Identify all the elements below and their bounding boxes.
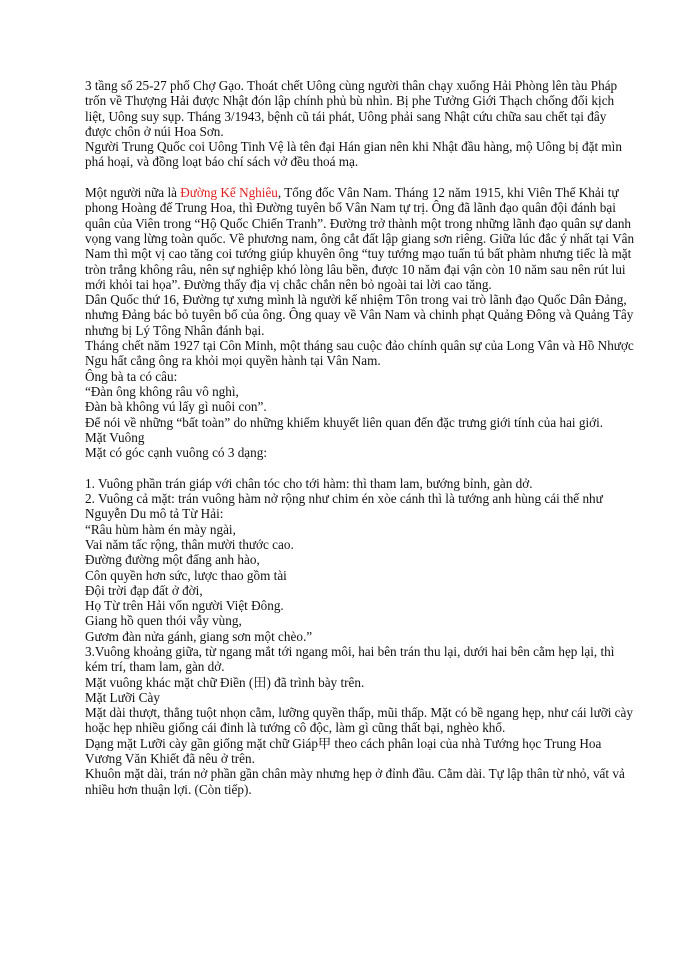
text-run: Một người nữa là xyxy=(85,185,181,201)
list-item: 3.Vuông khoảng giữa, từ ngang mắt tới ngang môi, hai bên trán thu lại, dưới hai bên cằm hẹp lại, thì kém trí, tham lam, gàn dở. xyxy=(85,643,615,675)
quote-line: “Đàn ông không râu vô nghì, xyxy=(85,383,239,399)
poem-line: Côn quyền hơn sức, lược thao gồm tài xyxy=(85,567,287,583)
poem-line: Đội trời đạp đất ở đời, xyxy=(85,582,203,598)
paragraph: Mặt có góc cạnh vuông có 3 dạng: xyxy=(85,445,268,461)
poem-line: Đường đường một đấng anh hào, xyxy=(85,552,260,568)
poem-line: “Râu hùm hàm én mày ngài, xyxy=(85,521,236,537)
document-page xyxy=(85,78,635,797)
blank-line xyxy=(85,170,635,185)
list-item: 1. Vuông phần trán giáp với chân tóc cho tới hàm: thì tham lam, bướng bỉnh, gàn dở. xyxy=(85,475,533,491)
paragraph: Khuôn mặt dài, trán nở phần gần chân mày nhưng hẹp ở đỉnh đầu. Cằm dài. Tự lập thân từ nhỏ, vất vả nhiều hơn thuận lợi. (Còn tiếp). xyxy=(85,766,625,797)
poem-line: Vai năm tấc rộng, thân mười thước cao. xyxy=(85,536,294,552)
poem-line: Giang hồ quen thói vẫy vùng, xyxy=(85,613,242,629)
quote-line: Đàn bà không vú lấy gì nuôi con”. xyxy=(85,399,267,415)
blank-line xyxy=(85,460,635,475)
paragraph: Mặt dài thượt, thẳng tuột nhọn cằm, lưỡng quyền thấp, mũi thấp. Mặt có bề ngang hẹp, như cái lưỡi cày hoặc hẹp nhiều giống cái đinh là tướng cô độc, làm gì cũng thất bại, nghèo khổ. xyxy=(85,705,633,736)
paragraph: Dân Quốc thứ 16, Đường tự xưng mình là người kế nhiệm Tôn trong vai trò lãnh đạo Quốc Dân Đảng, nhưng Đảng bác bỏ tuyên bố của ông. Ông quay về Vân Nam và chinh phạt Quảng Đông và Quảng Tây nhưng bị Lý Tông Nhân đánh bại. xyxy=(85,292,634,338)
paragraph: Để nói về những “bất toàn” do những khiếm khuyết liên quan đến đặc trưng giới tính của hai giới. xyxy=(85,414,604,430)
paragraph: Người Trung Quốc coi Uông Tinh Vệ là tên đại Hán gian nên khi Nhật đầu hàng, mộ Uông bị đặt mìn phá hoại, và đồng loạt báo chí sách vở đều thoá mạ. xyxy=(85,139,622,170)
section-heading: Mặt Vuông xyxy=(85,429,145,445)
paragraph: Mặt vuông khác mặt chữ Điền (田) đã trình bày trên. xyxy=(85,674,365,690)
paragraph: Ông bà ta có câu: xyxy=(85,368,178,384)
list-item: 2. Vuông cả mặt: trán vuông hàm nở rộng như chim én xòe cánh thì là tướng anh hùng cái thế như Nguyễn Du mô tả Từ Hải: xyxy=(85,491,603,522)
paragraph: Dạng mặt Lưỡi cày gần giống mặt chữ Giáp甲 theo cách phân loại của nhà Tướng học Trung Hoa Vương Văn Khiết đã nêu ở trên. xyxy=(85,735,602,767)
section-heading: Mặt Lưỡi Cày xyxy=(85,689,160,705)
poem-line: Gươm đàn nửa gánh, giang sơn một chèo.” xyxy=(85,628,313,644)
text-run: , Tổng đốc Vân Nam. Tháng 12 năm 1915, khi Viên Thế Khải tự phong Hoàng đế Trung Hoa, thì Đường tuyên bố Vân Nam tự trị. Ông đã lãnh đạo quân đội đánh bại quân của Viên trong “Hộ Quốc Chiến Tranh”. Đường trở thành một trong những lãnh đạo quân sự danh vọng vang lừng toàn quốc. Về phương nam, ông cắt đất lập giang sơn riêng. Giữa lúc đắc ý nhất tại Vân Nam thì một vị cao tăng coi tướng giúp khuyên ông “tuy tướng mạo tuấn tú bất phàm nhưng tiếc là mặt tròn trắng không râu, nên sự nghiệp khó lòng lâu bền, được 10 năm đại vận còn 10 năm sau nên rút lui mới khỏi tai họa”. Đường thấy địa vị chắc chắn nên bỏ ngoài tai lời cao tăng. xyxy=(85,185,635,292)
paragraph: Tháng chết năm 1927 tại Côn Minh, một tháng sau cuộc đảo chính quân sự của Long Vân và Hồ Nhược Ngu hất cẳng ông ra khỏi mọi quyền hành tại Vân Nam. xyxy=(85,338,634,369)
paragraph: 3 tầng số 25-27 phố Chợ Gạo. Thoát chết Uông cùng người thân chạy xuống Hải Phòng lên tàu Pháp trốn về Thượng Hải được Nhật đón lập chính phủ bù nhìn. Bị phe Tưởng Giới Thạch chống đối kịch liệt, Uông suy sụp. Tháng 3/1943, bệnh cũ tái phát, Uông phải sang Nhật cứu chữa sau chết tại đây được chôn ở núi Hoa Sơn. xyxy=(85,78,618,139)
paragraph-duong-ke-nghieu xyxy=(85,185,635,292)
highlighted-name: Đường Kế Nghiêu xyxy=(180,185,278,201)
poem-line: Họ Từ trên Hải vốn người Việt Đông. xyxy=(85,598,284,614)
